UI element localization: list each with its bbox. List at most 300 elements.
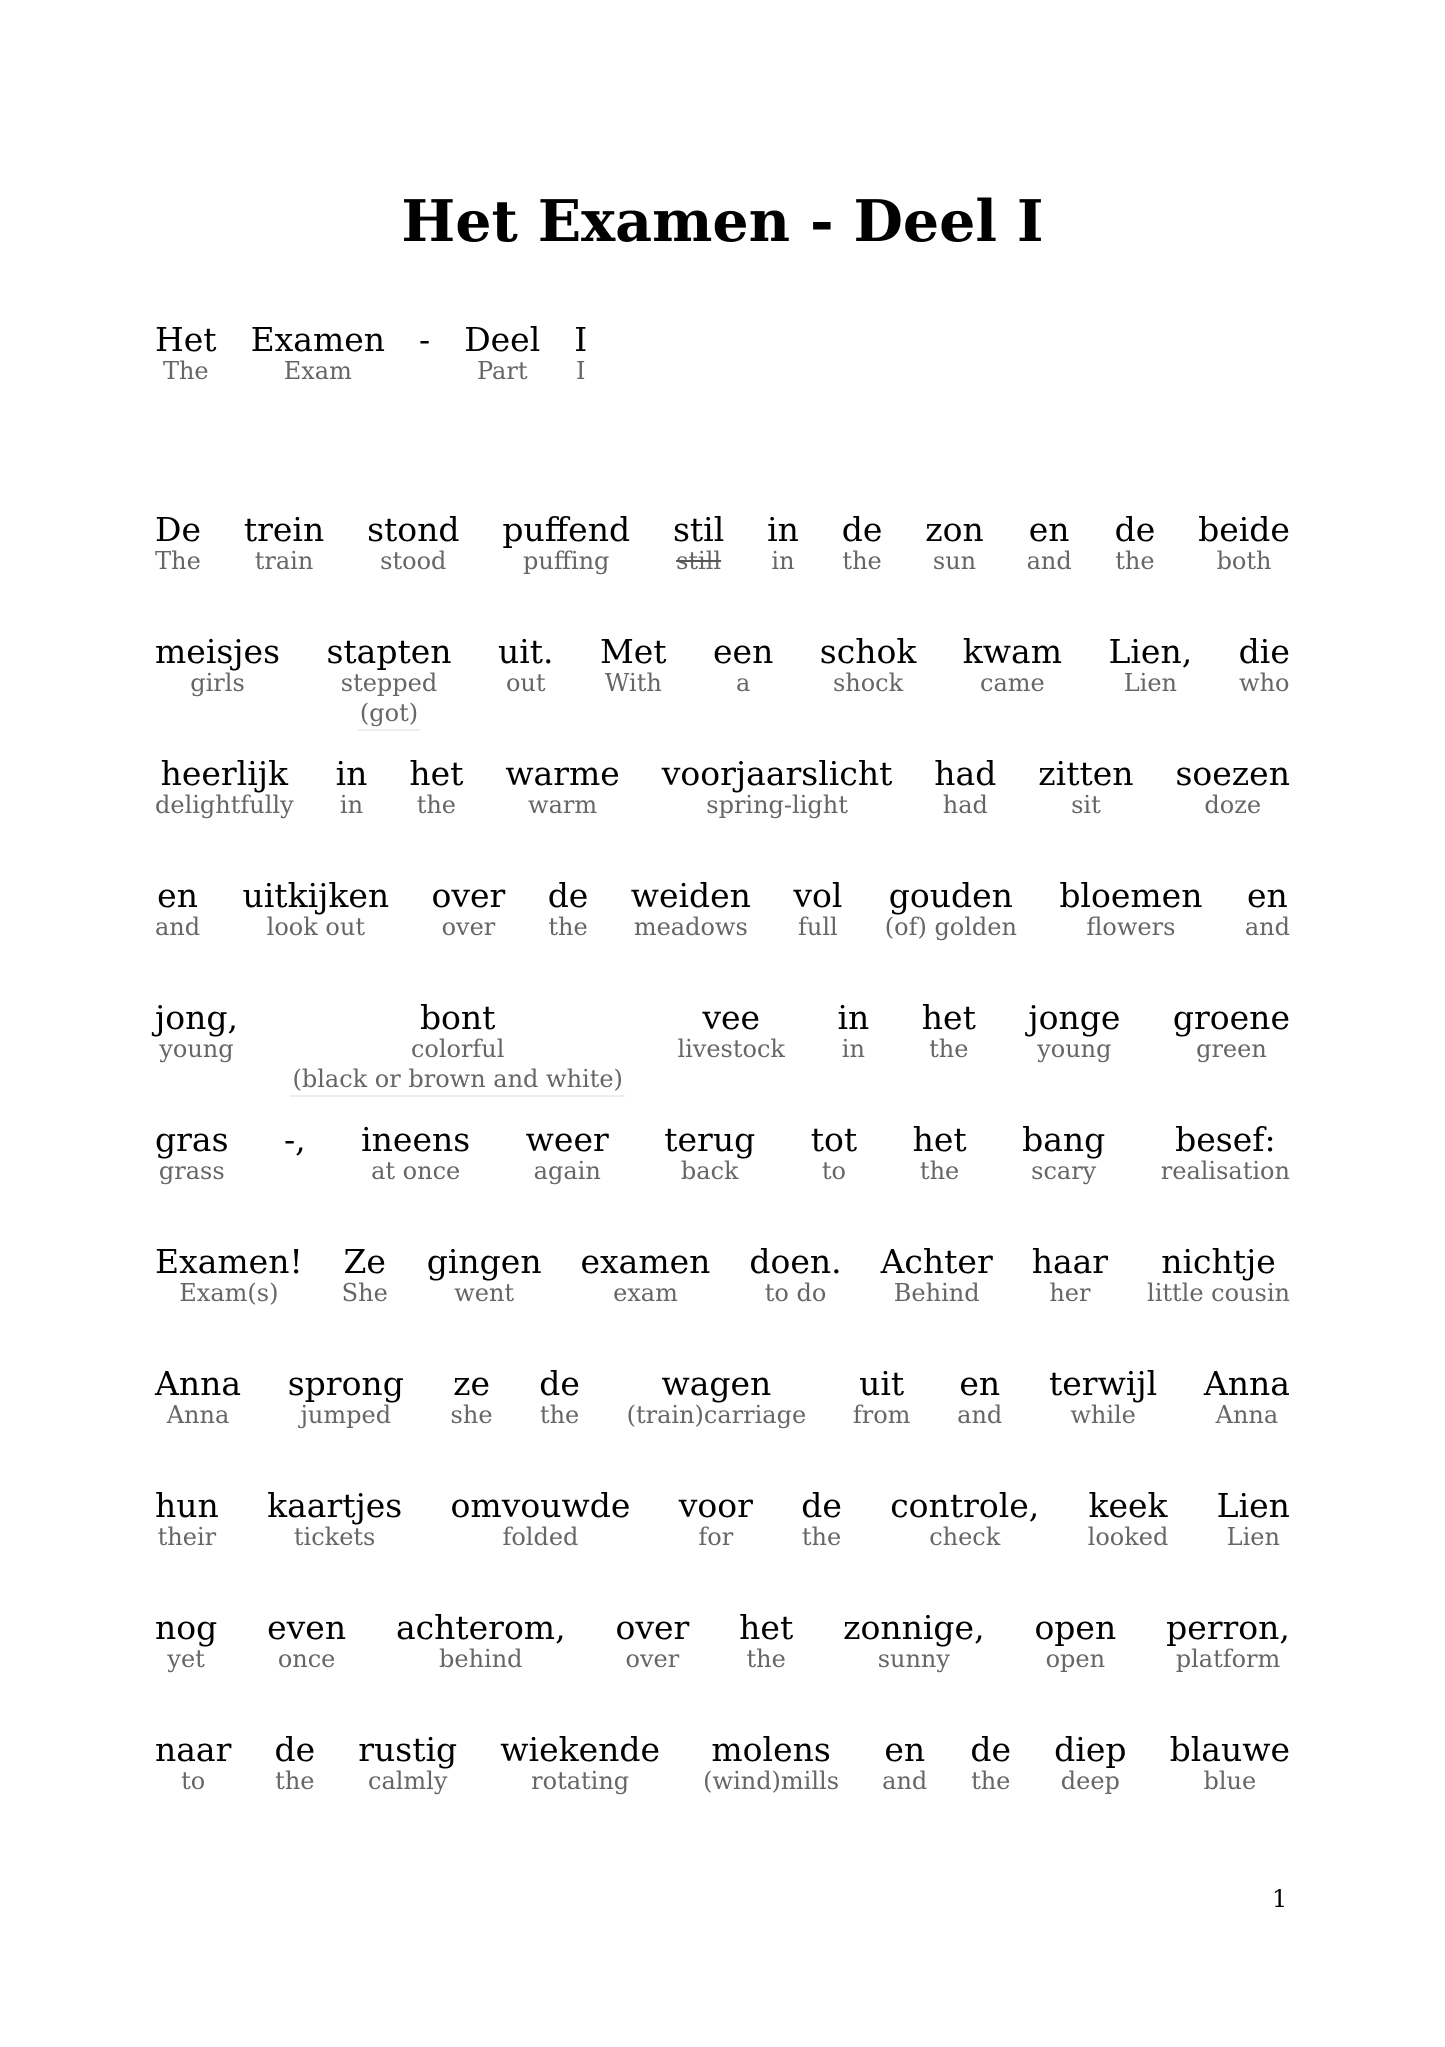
english-gloss: to do	[764, 1279, 827, 1307]
word-pair	[243, 876, 390, 943]
dutch-word: in	[335, 754, 368, 793]
english-gloss: over	[441, 913, 496, 941]
dutch-word: Anna	[1203, 1364, 1290, 1403]
text-line	[155, 998, 1290, 1097]
dutch-word: bang	[1022, 1120, 1106, 1159]
word-pair	[155, 1364, 241, 1431]
word-pair	[155, 510, 201, 577]
dutch-word: terwijl	[1049, 1364, 1158, 1403]
word-pair	[1170, 1730, 1290, 1797]
dutch-word: omvouwde	[450, 1486, 631, 1525]
dutch-word: stapten	[326, 632, 452, 671]
word-pair	[615, 1608, 689, 1675]
english-gloss: both	[1216, 547, 1272, 575]
english-gloss: the	[416, 791, 456, 819]
dutch-word: -,	[284, 1120, 306, 1159]
page-title: Het Examen - Deel I	[401, 188, 1044, 255]
word-pair	[251, 320, 385, 387]
english-gloss: Behind	[893, 1279, 980, 1307]
english-gloss: exam	[613, 1279, 678, 1307]
word-pair	[1147, 1242, 1290, 1309]
word-pair	[1217, 1486, 1290, 1553]
dutch-word: zonnige,	[843, 1608, 985, 1647]
text-line	[155, 1120, 1290, 1187]
dutch-word: die	[1238, 632, 1290, 671]
word-pair	[326, 632, 451, 731]
word-pair	[1115, 510, 1156, 577]
english-gloss: sunny	[877, 1645, 950, 1673]
english-gloss: spring-light	[706, 791, 848, 819]
dutch-word: open	[1034, 1608, 1117, 1647]
english-gloss: The	[155, 547, 201, 575]
word-pair	[361, 1120, 470, 1187]
dutch-word: doen.	[749, 1242, 842, 1281]
english-gloss-annotation: (black or brown and white)	[290, 1064, 624, 1097]
dutch-word: Examen	[250, 320, 386, 359]
dutch-word: vee	[702, 998, 761, 1037]
text-line	[155, 1608, 1290, 1675]
word-pair	[539, 1364, 580, 1431]
word-pair	[600, 632, 667, 699]
dutch-word: ineens	[361, 1120, 471, 1159]
english-gloss: Anna	[166, 1401, 230, 1429]
dutch-word: puffend	[502, 510, 631, 549]
word-pair	[925, 510, 984, 577]
word-pair	[673, 510, 724, 577]
word-pair	[155, 1730, 231, 1797]
word-pair	[843, 1608, 984, 1675]
word-pair	[502, 510, 630, 577]
english-gloss: and	[1026, 547, 1072, 575]
english-gloss: her	[1049, 1279, 1091, 1307]
dutch-word: de	[547, 876, 589, 915]
english-gloss: (of) golden	[884, 913, 1017, 941]
english-gloss: went	[454, 1279, 515, 1307]
english-gloss: Part	[476, 357, 528, 385]
dutch-word: het	[739, 1608, 794, 1647]
english-gloss: again	[533, 1157, 601, 1185]
text-line	[155, 1730, 1290, 1797]
word-pair	[288, 1364, 404, 1431]
word-pair	[464, 320, 540, 387]
english-gloss: the	[746, 1645, 786, 1673]
word-pair	[367, 510, 459, 577]
dutch-word: voor	[678, 1486, 753, 1525]
word-pair	[500, 1730, 660, 1797]
english-gloss: from	[852, 1401, 911, 1429]
word-pair	[396, 1608, 566, 1675]
english-gloss: folded	[502, 1523, 579, 1551]
dutch-word: gouden	[888, 876, 1013, 915]
english-gloss: the	[919, 1157, 960, 1185]
english-gloss: shock	[832, 669, 904, 697]
word-pair	[934, 754, 996, 821]
english-gloss: meadows	[633, 913, 748, 941]
dutch-word: schok	[819, 632, 917, 671]
english-gloss: rotating	[531, 1767, 630, 1795]
english-gloss: doze	[1204, 791, 1262, 819]
word-pair	[1239, 632, 1290, 699]
english-gloss: the	[971, 1767, 1011, 1795]
word-pair	[155, 998, 238, 1065]
english-gloss: (wind)mills	[703, 1767, 840, 1795]
dutch-word: het	[921, 998, 976, 1037]
english-gloss: sit	[1071, 791, 1101, 819]
word-pair	[498, 632, 554, 699]
word-pair	[155, 320, 217, 387]
dutch-word: diep	[1054, 1730, 1127, 1769]
dutch-word: ze	[453, 1364, 490, 1403]
dutch-word: nog	[155, 1608, 218, 1647]
word-pair	[244, 510, 324, 577]
english-gloss: Lien	[1226, 1523, 1280, 1551]
word-pair	[155, 1120, 229, 1187]
english-gloss: deep	[1060, 1767, 1120, 1795]
dutch-word: zon	[925, 510, 984, 549]
dutch-word: warme	[505, 754, 620, 793]
word-pair	[358, 1730, 457, 1797]
english-gloss: look out	[266, 913, 365, 941]
word-pair	[882, 1730, 927, 1797]
dutch-word: de	[801, 1486, 842, 1525]
dutch-word: I	[574, 320, 588, 359]
word-pair	[1198, 510, 1290, 577]
dutch-word: beide	[1198, 510, 1290, 549]
english-gloss: girls	[190, 669, 245, 697]
english-gloss: The	[162, 357, 209, 385]
english-gloss: she	[450, 1401, 493, 1429]
text-line	[155, 632, 1290, 731]
english-gloss: behind	[439, 1645, 523, 1673]
word-pair	[793, 876, 842, 943]
dutch-word: perron,	[1166, 1608, 1290, 1647]
english-gloss: train	[254, 547, 314, 575]
word-pair	[275, 1730, 316, 1797]
dutch-word: Anna	[155, 1364, 242, 1403]
dutch-word: Deel	[464, 320, 541, 359]
word-pair	[1032, 1242, 1108, 1309]
english-gloss: and	[1244, 913, 1290, 941]
word-pair	[970, 1730, 1011, 1797]
dutch-word: nichtje	[1161, 1242, 1276, 1281]
word-pair	[1038, 754, 1133, 821]
dutch-word: even	[267, 1608, 347, 1647]
word-pair	[451, 1486, 631, 1553]
word-pair	[1034, 1608, 1116, 1675]
dutch-word: uit.	[497, 632, 554, 671]
english-gloss: in	[771, 547, 795, 575]
english-gloss: came	[980, 669, 1045, 697]
english-gloss: in	[841, 1035, 865, 1063]
english-gloss: sun	[932, 547, 977, 575]
word-pair	[290, 998, 624, 1097]
dutch-word: stil	[672, 510, 725, 549]
dutch-word: een	[713, 632, 774, 671]
english-gloss: jumped	[300, 1401, 392, 1429]
dutch-word: bont	[419, 998, 496, 1037]
word-pair	[581, 1242, 711, 1309]
word-pair	[627, 1364, 807, 1431]
dutch-word: rustig	[358, 1730, 458, 1769]
english-gloss: the	[1115, 547, 1155, 575]
english-gloss: over	[625, 1645, 680, 1673]
dutch-word: trein	[243, 510, 325, 549]
dutch-word: soezen	[1175, 754, 1290, 793]
word-pair	[409, 754, 463, 821]
dutch-word: voorjaarslicht	[661, 754, 893, 793]
english-gloss: still	[676, 547, 722, 575]
word-pair	[451, 1364, 493, 1431]
dutch-word: vol	[793, 876, 843, 915]
dutch-word: jong,	[155, 998, 238, 1037]
word-pair	[267, 1486, 402, 1553]
dutch-word: De	[155, 510, 201, 549]
dutch-word: kaartjes	[267, 1486, 403, 1525]
dutch-word: en	[884, 1730, 926, 1769]
word-pair	[432, 876, 506, 943]
english-gloss: flowers	[1086, 913, 1176, 941]
dutch-word: Achter	[880, 1242, 993, 1281]
word-pair	[526, 1120, 609, 1187]
word-pair	[155, 1608, 217, 1675]
word-pair	[703, 1730, 839, 1797]
english-gloss: grass	[158, 1157, 225, 1185]
word-pair	[1027, 510, 1072, 577]
word-pair	[155, 1242, 303, 1309]
word-pair	[1054, 1730, 1126, 1797]
dutch-word: de	[970, 1730, 1012, 1769]
english-gloss: (train)carriage	[626, 1401, 807, 1429]
dutch-word: in	[767, 510, 799, 549]
english-gloss: blue	[1203, 1767, 1257, 1795]
english-gloss: a	[736, 669, 751, 697]
word-pair	[342, 1242, 388, 1309]
word-pair	[155, 1486, 219, 1553]
dutch-word: molens	[711, 1730, 831, 1769]
dutch-word: sprong	[287, 1364, 404, 1403]
word-pair	[881, 1242, 993, 1309]
word-pair	[574, 320, 587, 387]
dutch-word: blauwe	[1169, 1730, 1290, 1769]
dutch-word: terug	[664, 1120, 756, 1159]
dutch-word: naar	[155, 1730, 232, 1769]
english-gloss	[421, 356, 429, 387]
dutch-word: wiekende	[500, 1730, 661, 1769]
english-gloss: and	[957, 1401, 1003, 1429]
english-gloss: young	[1037, 1035, 1112, 1063]
title-gloss-line	[155, 320, 621, 387]
dutch-word: Met	[599, 632, 667, 671]
english-gloss: the	[801, 1523, 842, 1551]
dutch-word: de	[539, 1364, 580, 1403]
english-gloss: at once	[371, 1157, 461, 1185]
english-gloss: the	[539, 1401, 580, 1429]
word-pair	[677, 998, 785, 1065]
english-gloss: scary	[1031, 1157, 1097, 1185]
dutch-word: wagen	[661, 1364, 772, 1403]
word-pair	[662, 754, 893, 821]
dutch-word: het	[912, 1120, 967, 1159]
word-pair	[631, 876, 751, 943]
dutch-word: tot	[810, 1120, 858, 1159]
dutch-word: en	[157, 876, 198, 915]
dutch-word: over	[431, 876, 506, 915]
english-gloss: She	[341, 1279, 388, 1307]
dutch-word: bloemen	[1059, 876, 1203, 915]
word-pair	[1059, 876, 1202, 943]
english-gloss: looked	[1087, 1523, 1169, 1551]
dutch-word: gingen	[426, 1242, 542, 1281]
english-gloss-annotation: (got)	[358, 698, 420, 731]
word-pair	[679, 1486, 753, 1553]
english-gloss: back	[680, 1157, 739, 1185]
dutch-word: had	[934, 754, 997, 793]
english-gloss: Exam	[283, 357, 352, 385]
english-gloss: while	[1070, 1401, 1136, 1429]
word-pair	[1022, 1120, 1105, 1187]
dutch-word: Het	[155, 320, 217, 359]
word-pair	[1245, 876, 1290, 943]
english-gloss: calmly	[368, 1767, 448, 1795]
word-pair	[505, 754, 620, 821]
english-gloss: for	[698, 1523, 734, 1551]
text-line	[155, 876, 1290, 943]
english-gloss: out	[505, 669, 546, 697]
word-pair	[548, 876, 589, 943]
english-gloss: With	[604, 669, 662, 697]
english-gloss: Lien	[1123, 669, 1177, 697]
english-gloss: colorful	[410, 1035, 505, 1063]
english-gloss: the	[548, 913, 588, 941]
english-gloss: livestock	[677, 1035, 785, 1063]
text-line	[155, 1364, 1290, 1431]
english-gloss: the	[275, 1767, 315, 1795]
dutch-word: -	[419, 320, 431, 359]
word-pair	[820, 632, 917, 699]
word-pair	[1088, 1486, 1169, 1553]
english-gloss: delightfully	[155, 791, 294, 819]
word-pair	[957, 1364, 1002, 1431]
word-pair	[837, 998, 869, 1065]
english-gloss: and	[882, 1767, 928, 1795]
word-pair	[913, 1120, 967, 1187]
word-pair	[1166, 1608, 1290, 1675]
word-pair	[713, 632, 773, 699]
english-gloss: check	[929, 1523, 1001, 1551]
word-pair	[427, 1242, 542, 1309]
dutch-word: groene	[1172, 998, 1290, 1037]
word-pair	[842, 510, 883, 577]
word-pair	[1049, 1364, 1157, 1431]
dutch-word: over	[615, 1608, 690, 1647]
english-gloss: stood	[380, 547, 447, 575]
word-pair	[922, 998, 976, 1065]
english-gloss: little cousin	[1147, 1279, 1290, 1307]
word-pair	[155, 876, 200, 943]
dutch-word: en	[1247, 876, 1288, 915]
word-pair	[664, 1120, 755, 1187]
word-pair	[963, 632, 1062, 699]
word-pair	[155, 632, 280, 699]
english-gloss: had	[942, 791, 988, 819]
dutch-word: Examen!	[155, 1242, 303, 1281]
dutch-word: de	[841, 510, 883, 549]
dutch-word: uitkijken	[242, 876, 390, 915]
word-pair	[1028, 998, 1120, 1065]
dutch-word: hun	[155, 1486, 219, 1525]
dutch-word: het	[409, 754, 464, 793]
text-line	[155, 1486, 1290, 1553]
english-gloss: once	[277, 1645, 336, 1673]
dutch-word: besef:	[1175, 1120, 1276, 1159]
dutch-word: weiden	[630, 876, 751, 915]
word-pair	[267, 1608, 346, 1675]
dutch-word: controle,	[890, 1486, 1040, 1525]
dutch-word: examen	[580, 1242, 711, 1281]
dutch-word: achterom,	[395, 1608, 566, 1647]
english-gloss: realisation	[1160, 1157, 1290, 1185]
english-gloss: green	[1196, 1035, 1267, 1063]
text-line	[155, 510, 1290, 577]
word-pair	[749, 1242, 841, 1309]
dutch-word: Lien,	[1108, 632, 1193, 671]
english-gloss: I	[576, 357, 586, 385]
word-pair	[885, 876, 1017, 943]
dutch-word: en	[959, 1364, 1001, 1403]
dutch-word: zitten	[1038, 754, 1134, 793]
dutch-word: en	[1028, 510, 1070, 549]
word-pair	[1173, 998, 1290, 1065]
word-pair	[890, 1486, 1039, 1553]
english-gloss: to	[181, 1767, 206, 1795]
dutch-word: kwam	[962, 632, 1063, 671]
english-gloss: Anna	[1215, 1401, 1279, 1429]
word-pair	[284, 1120, 306, 1187]
word-pair	[155, 754, 294, 821]
english-gloss	[291, 1156, 299, 1187]
dutch-word: haar	[1031, 1242, 1109, 1281]
english-gloss: stepped	[340, 669, 438, 697]
dutch-word: uit	[859, 1364, 905, 1403]
word-pair	[336, 754, 368, 821]
word-pair	[1161, 1120, 1290, 1187]
dutch-word: gras	[155, 1120, 229, 1159]
dutch-word: meisjes	[155, 632, 281, 671]
text-line	[155, 754, 1290, 821]
english-gloss: platform	[1175, 1645, 1281, 1673]
word-pair	[801, 1486, 842, 1553]
dutch-word: de	[1114, 510, 1156, 549]
english-gloss: open	[1045, 1645, 1106, 1673]
dutch-word: heerlijk	[160, 754, 289, 793]
dutch-word: in	[837, 998, 870, 1037]
word-pair	[1108, 632, 1192, 699]
english-gloss: in	[339, 791, 364, 819]
english-gloss: who	[1239, 669, 1290, 697]
word-pair	[1204, 1364, 1290, 1431]
english-gloss: warm	[528, 791, 598, 819]
dutch-word: keek	[1088, 1486, 1168, 1525]
word-pair	[419, 320, 430, 387]
dutch-word: weer	[525, 1120, 609, 1159]
english-gloss: full	[798, 913, 838, 941]
dutch-word: Ze	[343, 1242, 386, 1281]
english-gloss: Exam(s)	[179, 1279, 279, 1307]
dutch-word: de	[274, 1730, 316, 1769]
text-line	[155, 1242, 1290, 1309]
english-gloss: the	[929, 1035, 969, 1063]
english-gloss: puffing	[523, 547, 610, 575]
